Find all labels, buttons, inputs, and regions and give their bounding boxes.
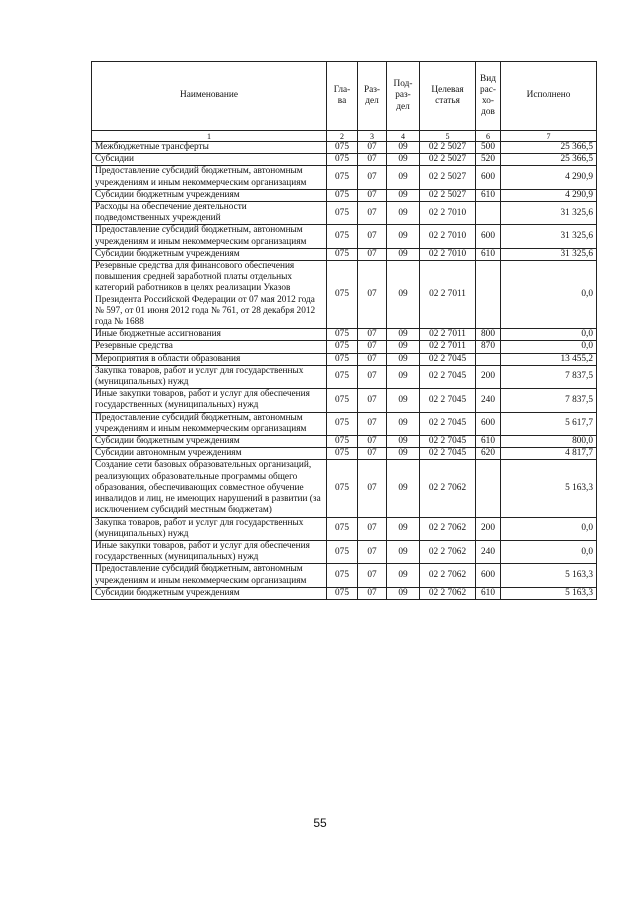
cell-razdel: 07 xyxy=(358,365,387,388)
table-row xyxy=(92,540,597,563)
cell-razdel: 07 xyxy=(358,540,387,563)
cell-name: Резервные средства для финансового обеспечения повышения средней заработной платы отдельных категорий работников в целях реализации Указов Президента Российской Федерации от 07 мая 2012 года № 597, от 01 июня 2012 года № 761, от 28 декабря 2012 года № 1688 xyxy=(92,261,327,329)
cell-glava: 075 xyxy=(327,587,358,599)
cell-name: Иные закупки товаров, работ и услуг для обеспечения государственных (муниципальных) нужд xyxy=(92,389,327,412)
cell-razdel: 07 xyxy=(358,225,387,248)
column-number: 2 xyxy=(327,131,358,142)
table-row xyxy=(92,460,597,517)
table-row xyxy=(92,389,597,412)
cell-podrazdel: 09 xyxy=(387,329,420,341)
cell-expense-type: 200 xyxy=(476,517,501,540)
cell-target: 02 2 7062 xyxy=(420,517,476,540)
table-row xyxy=(92,154,597,166)
cell-expense-type: 610 xyxy=(476,587,501,599)
cell-name: Предоставление субсидий бюджетным, автономным учреждениям и иным некоммерческим организациям xyxy=(92,166,327,189)
cell-razdel: 07 xyxy=(358,389,387,412)
table-row xyxy=(92,225,597,248)
cell-expense-type xyxy=(476,460,501,517)
cell-expense-type xyxy=(476,261,501,329)
cell-glava: 075 xyxy=(327,261,358,329)
cell-razdel: 07 xyxy=(358,564,387,587)
cell-executed: 31 325,6 xyxy=(501,202,597,225)
cell-target: 02 2 7010 xyxy=(420,225,476,248)
header-executed-text: Исполнено xyxy=(526,90,571,101)
cell-name: Иные закупки товаров, работ и услуг для обеспечения государственных (муниципальных) нужд xyxy=(92,540,327,563)
cell-expense-type: 500 xyxy=(476,142,501,154)
cell-expense-type: 600 xyxy=(476,412,501,435)
cell-target: 02 2 7011 xyxy=(420,329,476,341)
cell-target: 02 2 7045 xyxy=(420,365,476,388)
cell-podrazdel: 09 xyxy=(387,261,420,329)
cell-podrazdel: 09 xyxy=(387,587,420,599)
cell-expense-type: 620 xyxy=(476,448,501,460)
table-row xyxy=(92,353,597,365)
cell-glava: 075 xyxy=(327,365,358,388)
cell-glava: 075 xyxy=(327,341,358,353)
cell-razdel: 07 xyxy=(358,436,387,448)
cell-expense-type: 610 xyxy=(476,248,501,260)
cell-razdel: 07 xyxy=(358,248,387,260)
cell-expense-type: 610 xyxy=(476,189,501,201)
cell-glava: 075 xyxy=(327,412,358,435)
cell-name: Субсидии бюджетным учреждениям xyxy=(92,587,327,599)
cell-target: 02 2 7062 xyxy=(420,587,476,599)
cell-name: Субсидии бюджетным учреждениям xyxy=(92,248,327,260)
cell-glava: 075 xyxy=(327,189,358,201)
cell-executed: 31 325,6 xyxy=(501,225,597,248)
header-expense-type xyxy=(476,62,501,131)
cell-name: Иные бюджетные ассигнования xyxy=(92,329,327,341)
cell-razdel: 07 xyxy=(358,166,387,189)
cell-podrazdel: 09 xyxy=(387,412,420,435)
header-target xyxy=(420,62,476,131)
cell-target: 02 2 7010 xyxy=(420,248,476,260)
header-executed xyxy=(501,62,597,131)
cell-glava: 075 xyxy=(327,436,358,448)
cell-name: Резервные средства xyxy=(92,341,327,353)
table-row xyxy=(92,517,597,540)
budget-table xyxy=(91,61,597,600)
cell-expense-type: 870 xyxy=(476,341,501,353)
cell-expense-type: 240 xyxy=(476,389,501,412)
cell-executed: 25 366,5 xyxy=(501,142,597,154)
cell-executed: 25 366,5 xyxy=(501,154,597,166)
cell-razdel: 07 xyxy=(358,353,387,365)
cell-target: 02 2 7045 xyxy=(420,412,476,435)
cell-target: 02 2 7062 xyxy=(420,460,476,517)
cell-executed: 0,0 xyxy=(501,261,597,329)
cell-executed: 4 290,9 xyxy=(501,189,597,201)
cell-podrazdel: 09 xyxy=(387,436,420,448)
cell-name: Закупка товаров, работ и услуг для государственных (муниципальных) нужд xyxy=(92,517,327,540)
header-name-text: Наименование xyxy=(180,90,238,101)
cell-razdel: 07 xyxy=(358,329,387,341)
cell-name: Субсидии бюджетным учреждениям xyxy=(92,189,327,201)
cell-target: 02 2 5027 xyxy=(420,166,476,189)
cell-razdel: 07 xyxy=(358,517,387,540)
cell-executed: 5 163,3 xyxy=(501,460,597,517)
header-name xyxy=(92,62,327,131)
cell-glava: 075 xyxy=(327,202,358,225)
cell-target: 02 2 7062 xyxy=(420,540,476,563)
cell-glava: 075 xyxy=(327,517,358,540)
cell-executed: 4 290,9 xyxy=(501,166,597,189)
cell-expense-type: 520 xyxy=(476,154,501,166)
cell-podrazdel: 09 xyxy=(387,353,420,365)
cell-podrazdel: 09 xyxy=(387,202,420,225)
cell-name: Субсидии xyxy=(92,154,327,166)
cell-executed: 0,0 xyxy=(501,517,597,540)
cell-executed: 31 325,6 xyxy=(501,248,597,260)
cell-glava: 075 xyxy=(327,353,358,365)
cell-target: 02 2 7011 xyxy=(420,341,476,353)
column-number: 3 xyxy=(358,131,387,142)
cell-name: Расходы на обеспечение деятельности подведомственных учреждений xyxy=(92,202,327,225)
table-row xyxy=(92,166,597,189)
header-podrazdel xyxy=(387,62,420,131)
cell-name: Предоставление субсидий бюджетным, автономным учреждениям и иным некоммерческим организациям xyxy=(92,225,327,248)
cell-razdel: 07 xyxy=(358,448,387,460)
header-expense-type-text: Вид рас- хо- дов xyxy=(480,73,496,118)
cell-target: 02 2 7045 xyxy=(420,436,476,448)
table-row xyxy=(92,202,597,225)
cell-target: 02 2 7010 xyxy=(420,202,476,225)
table-body xyxy=(92,142,597,600)
table-row xyxy=(92,261,597,329)
cell-podrazdel: 09 xyxy=(387,389,420,412)
cell-expense-type: 240 xyxy=(476,540,501,563)
cell-expense-type xyxy=(476,202,501,225)
table-row xyxy=(92,341,597,353)
cell-razdel: 07 xyxy=(358,189,387,201)
header-razdel-text: Раз- дел xyxy=(363,84,381,106)
cell-executed: 7 837,5 xyxy=(501,389,597,412)
cell-razdel: 07 xyxy=(358,142,387,154)
cell-glava: 075 xyxy=(327,154,358,166)
cell-target: 02 2 7045 xyxy=(420,353,476,365)
cell-target: 02 2 5027 xyxy=(420,142,476,154)
cell-glava: 075 xyxy=(327,460,358,517)
cell-razdel: 07 xyxy=(358,587,387,599)
cell-name: Межбюджетные трансферты xyxy=(92,142,327,154)
header-glava-text: Гла- ва xyxy=(333,84,351,106)
cell-executed: 0,0 xyxy=(501,341,597,353)
cell-razdel: 07 xyxy=(358,261,387,329)
table-row xyxy=(92,365,597,388)
cell-podrazdel: 09 xyxy=(387,460,420,517)
table-row xyxy=(92,448,597,460)
cell-podrazdel: 09 xyxy=(387,225,420,248)
cell-podrazdel: 09 xyxy=(387,154,420,166)
cell-executed: 5 163,3 xyxy=(501,564,597,587)
cell-glava: 075 xyxy=(327,225,358,248)
column-number: 6 xyxy=(476,131,501,142)
header-glava xyxy=(327,62,358,131)
cell-name: Предоставление субсидий бюджетным, автономным учреждениям и иным некоммерческим организациям xyxy=(92,412,327,435)
cell-glava: 075 xyxy=(327,540,358,563)
cell-executed: 800,0 xyxy=(501,436,597,448)
cell-podrazdel: 09 xyxy=(387,564,420,587)
table-row xyxy=(92,189,597,201)
cell-target: 02 2 5027 xyxy=(420,154,476,166)
cell-expense-type: 600 xyxy=(476,564,501,587)
cell-expense-type: 600 xyxy=(476,166,501,189)
cell-name: Субсидии бюджетным учреждениям xyxy=(92,436,327,448)
cell-glava: 075 xyxy=(327,248,358,260)
table-header xyxy=(92,62,597,142)
table-row xyxy=(92,412,597,435)
cell-podrazdel: 09 xyxy=(387,142,420,154)
header-podrazdel-text: Под- раз- дел xyxy=(393,79,413,112)
cell-glava: 075 xyxy=(327,142,358,154)
cell-expense-type xyxy=(476,353,501,365)
cell-razdel: 07 xyxy=(358,202,387,225)
cell-name: Предоставление субсидий бюджетным, автономным учреждениям и иным некоммерческим организациям xyxy=(92,564,327,587)
column-number: 5 xyxy=(420,131,476,142)
cell-podrazdel: 09 xyxy=(387,189,420,201)
cell-target: 02 2 5027 xyxy=(420,189,476,201)
cell-executed: 0,0 xyxy=(501,329,597,341)
cell-name: Создание сети базовых образовательных организаций, реализующих образовательные программы общего образования, обеспечивающих совместное обучение инвалидов и лиц, не имеющих нарушений в развитии (за исключением субсидий местным бюджетам) xyxy=(92,460,327,517)
cell-podrazdel: 09 xyxy=(387,517,420,540)
cell-expense-type: 610 xyxy=(476,436,501,448)
cell-target: 02 2 7062 xyxy=(420,564,476,587)
cell-glava: 075 xyxy=(327,389,358,412)
cell-podrazdel: 09 xyxy=(387,365,420,388)
cell-executed: 0,0 xyxy=(501,540,597,563)
cell-podrazdel: 09 xyxy=(387,540,420,563)
cell-glava: 075 xyxy=(327,329,358,341)
page-number: 55 xyxy=(313,816,327,830)
cell-razdel: 07 xyxy=(358,412,387,435)
column-number: 1 xyxy=(92,131,327,142)
cell-target: 02 2 7045 xyxy=(420,389,476,412)
header-razdel xyxy=(358,62,387,131)
cell-name: Закупка товаров, работ и услуг для государственных (муниципальных) нужд xyxy=(92,365,327,388)
cell-executed: 5 163,3 xyxy=(501,587,597,599)
cell-target: 02 2 7045 xyxy=(420,448,476,460)
cell-podrazdel: 09 xyxy=(387,448,420,460)
header-row xyxy=(92,62,597,131)
table-row xyxy=(92,587,597,599)
cell-executed: 5 617,7 xyxy=(501,412,597,435)
cell-expense-type: 200 xyxy=(476,365,501,388)
cell-glava: 075 xyxy=(327,166,358,189)
table-row xyxy=(92,248,597,260)
cell-razdel: 07 xyxy=(358,154,387,166)
cell-expense-type: 800 xyxy=(476,329,501,341)
cell-executed: 7 837,5 xyxy=(501,365,597,388)
cell-razdel: 07 xyxy=(358,460,387,517)
column-number-row xyxy=(92,131,597,142)
cell-name: Мероприятия в области образования xyxy=(92,353,327,365)
column-number: 4 xyxy=(387,131,420,142)
cell-podrazdel: 09 xyxy=(387,166,420,189)
cell-glava: 075 xyxy=(327,564,358,587)
cell-expense-type: 600 xyxy=(476,225,501,248)
table-row xyxy=(92,329,597,341)
cell-podrazdel: 09 xyxy=(387,341,420,353)
cell-glava: 075 xyxy=(327,448,358,460)
table-row xyxy=(92,142,597,154)
cell-executed: 13 455,2 xyxy=(501,353,597,365)
cell-executed: 4 817,7 xyxy=(501,448,597,460)
cell-name: Субсидии автономным учреждениям xyxy=(92,448,327,460)
cell-target: 02 2 7011 xyxy=(420,261,476,329)
cell-podrazdel: 09 xyxy=(387,248,420,260)
cell-razdel: 07 xyxy=(358,341,387,353)
header-target-text: Целевая статья xyxy=(431,84,464,106)
table-row xyxy=(92,564,597,587)
column-number: 7 xyxy=(501,131,597,142)
table-row xyxy=(92,436,597,448)
